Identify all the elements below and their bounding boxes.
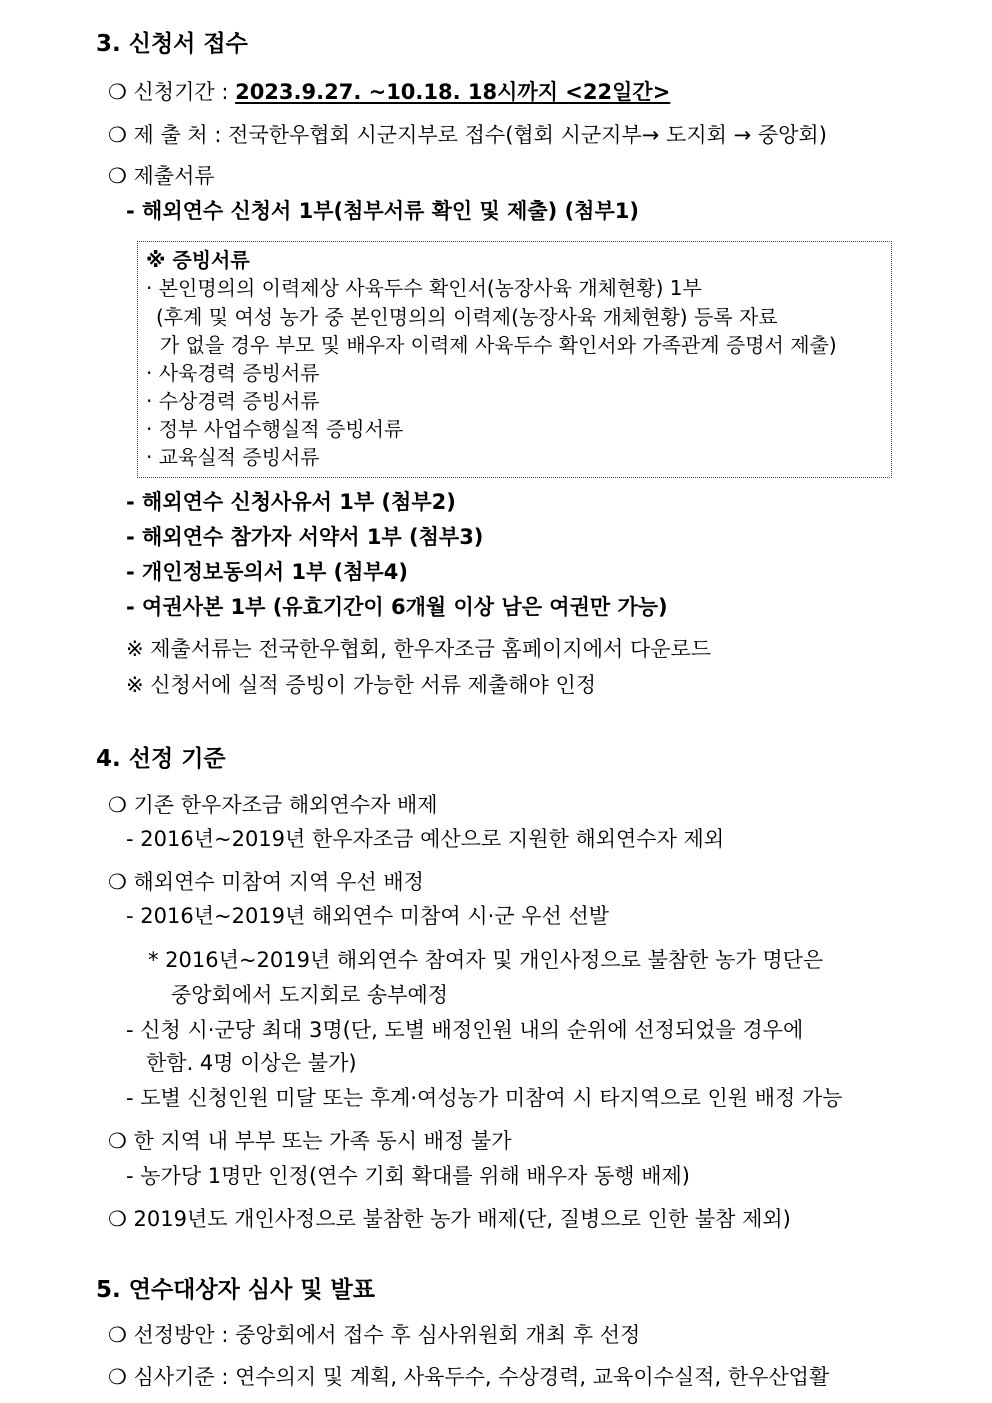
evidence-note: (후계 및 여성 농가 중 본인명의의 이력제(농장사육 개체현황) 등록 자료 — [156, 305, 778, 329]
review-method: ❍ 선정방안 : 중앙회에서 접수 후 심사위원회 개최 후 선정 — [108, 1323, 641, 1347]
evidence-item: · 본인명의의 이력제상 사육두수 확인서(농장사육 개체현황) 1부 — [146, 276, 702, 300]
evidence-item: · 사육경력 증빙서류 — [146, 361, 320, 385]
section-5-title: 5. 연수대상자 심사 및 발표 — [96, 1277, 375, 1303]
doc-reason-form: - 해외연수 신청사유서 1부 (첨부2) — [126, 490, 456, 514]
criteria-footnote-cont: 중앙회에서 도지회로 송부예정 — [171, 983, 449, 1007]
criteria-sub: - 신청 시·군당 최대 3명(단, 도별 배정인원 내의 순위에 선정되었을 경우에 — [126, 1018, 804, 1042]
evidence-note: 가 없을 경우 부모 및 배우자 이력제 사육두수 확인서와 가족관계 증명서 제출) — [160, 333, 837, 357]
doc-privacy-consent: - 개인정보동의서 1부 (첨부4) — [126, 560, 408, 584]
doc-application-form: - 해외연수 신청서 1부(첨부서류 확인 및 제출) (첨부1) — [126, 199, 639, 223]
criteria-footnote: * 2016년~2019년 해외연수 참여자 및 개인사정으로 불참한 농가 명단은 — [148, 948, 824, 972]
criteria-sub: - 농가당 1명만 인정(연수 기회 확대를 위해 배우자 동행 배제) — [126, 1164, 690, 1188]
doc-passport-copy: - 여권사본 1부 (유효기간이 6개월 이상 남은 여권만 가능) — [126, 595, 668, 619]
criteria-bullet: ❍ 2019년도 개인사정으로 불참한 농가 배제(단, 질병으로 인한 불참 제외) — [108, 1207, 791, 1231]
criteria-sub-cont: 한함. 4명 이상은 불가) — [146, 1051, 357, 1075]
period-label: ❍ 신청기간 : — [108, 80, 236, 104]
review-criteria: ❍ 심사기준 : 연수의지 및 계획, 사육두수, 수상경력, 교육이수실적, 한우산업활 — [108, 1365, 830, 1389]
note-evidence: ※ 신청서에 실적 증빙이 가능한 서류 제출해야 인정 — [126, 673, 597, 697]
criteria-sub: - 2016년~2019년 한우자조금 예산으로 지원한 해외연수자 제외 — [126, 827, 725, 851]
evidence-title: ※ 증빙서류 — [146, 248, 250, 272]
criteria-bullet: ❍ 해외연수 미참여 지역 우선 배정 — [108, 870, 424, 894]
criteria-bullet: ❍ 기존 한우자조금 해외연수자 배제 — [108, 793, 438, 817]
note-download: ※ 제출서류는 전국한우협회, 한우자조금 홈페이지에서 다운로드 — [126, 637, 712, 661]
period-line — [108, 78, 670, 106]
criteria-sub: - 2016년~2019년 해외연수 미참여 시·군 우선 선발 — [126, 904, 610, 928]
section-4-title: 4. 선정 기준 — [96, 746, 226, 772]
submit-to-line: ❍ 제 출 처 : 전국한우협회 시군지부로 접수(협회 시군지부→ 도지회 → 중앙회) — [108, 123, 827, 147]
period-value: 2023.9.27. ~10.18. 18시까지 <22일간> — [235, 80, 671, 104]
evidence-item: · 정부 사업수행실적 증빙서류 — [146, 417, 404, 441]
criteria-bullet: ❍ 한 지역 내 부부 또는 가족 동시 배정 불가 — [108, 1129, 512, 1153]
criteria-sub: - 도별 신청인원 미달 또는 후계·여성농가 미참여 시 타지역으로 인원 배정 가능 — [126, 1086, 843, 1110]
evidence-item: · 수상경력 증빙서류 — [146, 389, 320, 413]
docs-heading: ❍ 제출서류 — [108, 164, 215, 188]
evidence-item: · 교육실적 증빙서류 — [146, 445, 320, 469]
doc-pledge-form: - 해외연수 참가자 서약서 1부 (첨부3) — [126, 525, 484, 549]
section-3-title: 3. 신청서 접수 — [96, 31, 248, 57]
